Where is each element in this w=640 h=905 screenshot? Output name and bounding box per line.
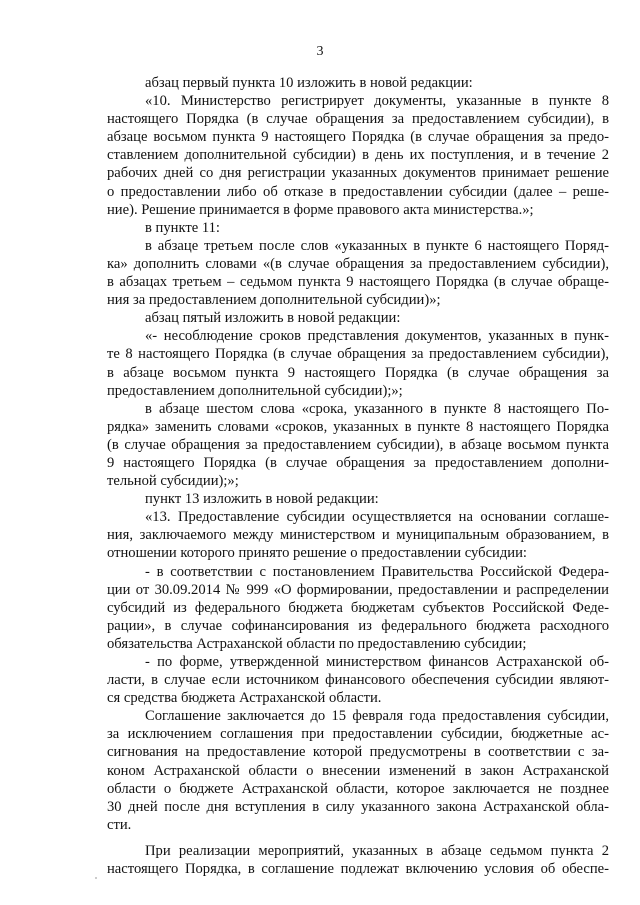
text-line: коном Астраханской области о внесении изменений в закон Астраханской bbox=[107, 762, 609, 779]
text-line: абзац пятый изложить в новой редакции: bbox=[145, 310, 401, 327]
text-line: (в случае обращения за предоставлением субсидии), в абзаце восьмом пункта bbox=[107, 436, 609, 453]
text-line: «10. Министерство регистрирует документы, указанные в пункте 8 bbox=[145, 93, 609, 110]
text-line: ции от 30.09.2014 № 999 «О формировании, предоставлении и распределении bbox=[107, 581, 609, 598]
text-line: предоставлением дополнительной субсидии);»; bbox=[107, 382, 403, 399]
document-body bbox=[107, 74, 609, 878]
text-line: рации», в случае софинансирования из федерального бюджета расходного bbox=[107, 617, 609, 634]
text-line: отношении которого принято решение о предоставлении субсидии: bbox=[107, 545, 527, 562]
text-line: 30 дней после дня вступления в силу указанного закона Астраханской обла- bbox=[107, 798, 609, 815]
text-line: ние). Решение принимается в форме правового акта министерства.»; bbox=[107, 201, 534, 218]
text-line: «13. Предоставление субсидии осуществляется на основании соглаше- bbox=[145, 509, 609, 526]
text-line: сигнования на предоставление которой предусмотрены в соответствии с за- bbox=[107, 744, 609, 761]
text-line: - в соответствии с постановлением Правительства Российской Федера- bbox=[145, 563, 609, 580]
text-line: абзаце восьмом пункта 9 настоящего Порядка (в случае обращения за предо- bbox=[107, 129, 609, 146]
text-line: настоящего Порядка (в случае обращения за предоставлением субсидии), в bbox=[107, 111, 609, 128]
text-line: ния за предоставлением дополнительной субсидии)»; bbox=[107, 292, 441, 309]
text-line: рядка» заменить словами «сроков, указанных в пункте 8 настоящего Порядка bbox=[107, 418, 609, 435]
text-line: обязательства Астраханской области по предоставлению субсидии; bbox=[107, 635, 527, 652]
text-line: - по форме, утвержденной министерством финансов Астраханской об- bbox=[145, 654, 609, 670]
text-line: При реализации мероприятий, указанных в абзаце седьмом пункта 2 bbox=[145, 842, 609, 859]
text-line: «- несоблюдение сроков представления документов, указанных в пунк- bbox=[145, 328, 609, 345]
text-line: в абзаце третьем после слов «указанных в пункте 6 настоящего Поряд- bbox=[145, 237, 609, 254]
text-line: за исключением соглашения при предоставлении субсидии, бюджетные ас- bbox=[107, 726, 609, 743]
text-line: ласти, в случае если источником финансового обеспечения субсидии являют- bbox=[107, 672, 609, 689]
text-line: абзац первый пункта 10 изложить в новой редакции: bbox=[145, 75, 473, 91]
text-line: рабочих дней со дня регистрации указанных документов принимает решение bbox=[107, 165, 609, 182]
text-line: сти. bbox=[107, 816, 132, 833]
paragraph-gap bbox=[107, 834, 609, 842]
text-line: в абзацах третьем – седьмом пункта 9 настоящего Порядка (в случае обраще- bbox=[107, 274, 609, 291]
text-line: настоящего Порядка, в соглашение подлежат включению условия об обеспе- bbox=[107, 861, 609, 878]
text-line: субсидий из федерального бюджета бюджетам субъектов Российской Феде- bbox=[107, 599, 609, 616]
text-line: в абзаце восьмом пункта 9 настоящего Порядка (в случае обращения за bbox=[107, 364, 609, 381]
text-line: тельной субсидии);»; bbox=[107, 473, 239, 490]
page-number: 3 bbox=[316, 44, 324, 59]
text-line: те 8 настоящего Порядка (в случае обращения за предоставлением субсидии), bbox=[107, 346, 609, 363]
text-line: ся средства бюджета Астраханской области. bbox=[107, 690, 382, 707]
text-line: о предоставлении либо об отказе в предоставлении субсидии (далее – реше- bbox=[107, 183, 609, 200]
text-line: 9 настоящего Порядка (в случае обращения за предоставлением дополни- bbox=[107, 454, 609, 471]
text-line: ставлением дополнительной субсидии) в день их поступления, и в течение 2 bbox=[107, 147, 609, 164]
text-line: в абзаце шестом слова «срока, указанного в пункте 8 настоящего По- bbox=[145, 400, 609, 417]
text-line: пункт 13 изложить в новой редакции: bbox=[145, 491, 379, 508]
text-line: Соглашение заключается до 15 февраля года предоставления субсидии, bbox=[145, 708, 609, 725]
scan-speck bbox=[95, 877, 97, 879]
text-line: ния, заключаемого между министерством и муниципальным образованием, в bbox=[107, 527, 609, 544]
text-line: ка» дополнить словами «(в случае обращения за предоставлением субсидии), bbox=[107, 255, 609, 272]
text-line: области о бюджете Астраханской области, которое заключается не позднее bbox=[107, 780, 609, 797]
text-line: в пункте 11: bbox=[145, 219, 220, 236]
